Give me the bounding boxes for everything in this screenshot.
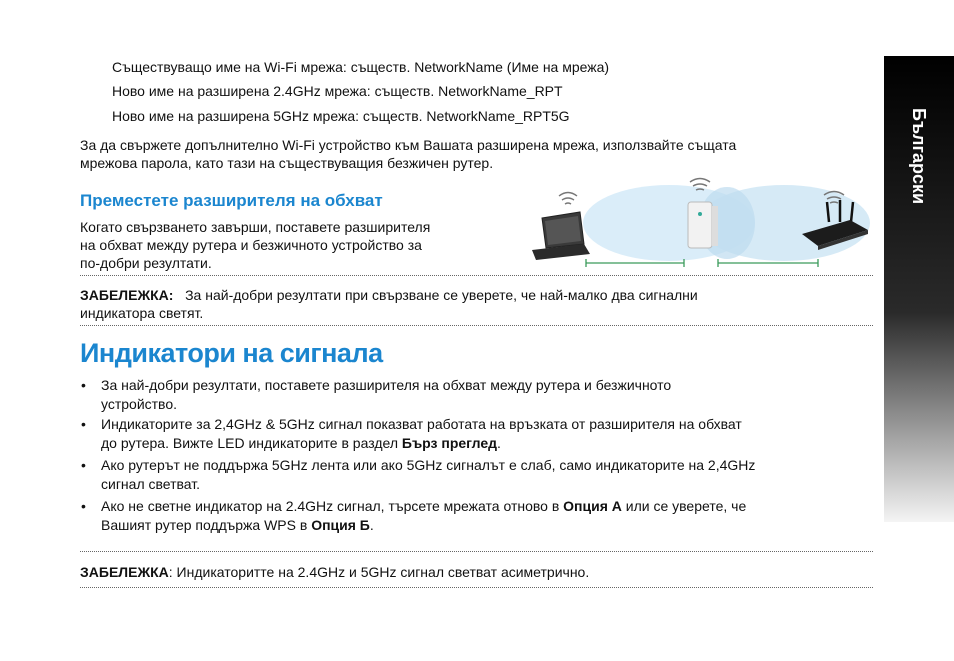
bullet-line: За най-добри резултати, поставете разширителя на обхват между рутера и безжичното xyxy=(101,377,672,393)
bullet-marker: • xyxy=(81,498,86,514)
move-section-body: на обхват между рутера и безжичното устройство за xyxy=(80,237,422,253)
divider xyxy=(80,325,873,326)
note-label: ЗАБЕЛЕЖКА: xyxy=(80,287,174,303)
bullet-item xyxy=(101,376,876,414)
paragraph-line: За да свържете допълнително Wi-Fi устройство към Вашата разширена мрежа, използвайте същата xyxy=(80,137,737,153)
extended-5ghz-name: Ново име на разширена 5GHz мрежа: съществ. NetworkName_RPT5G xyxy=(112,108,570,124)
bullet-text: . xyxy=(369,517,374,533)
note-text: За най-добри резултати при свързване се уверете, че най-малко два сигнални xyxy=(185,287,698,303)
bullet-line xyxy=(101,516,876,535)
note-2 xyxy=(80,563,589,582)
bullet-line: сигнал светват. xyxy=(101,476,201,492)
note-text: : Индикаторитте на 2.4GHz и 5GHz сигнал светват асиметрично. xyxy=(168,564,590,580)
bullet-line xyxy=(101,497,876,516)
note-label: ЗАБЕЛЕЖКА xyxy=(80,564,169,580)
bullet-line: устройство. xyxy=(101,396,178,412)
note-text: индикатора светят. xyxy=(80,305,204,321)
laptop-icon xyxy=(532,212,590,260)
bullet-text: Ако не светне индикатор на 2.4GHz сигнал, търсете мрежата отново в xyxy=(101,498,564,514)
bullet-item xyxy=(101,456,876,494)
bullet-text: Вашият рутер поддържа WPS в xyxy=(101,517,312,533)
note-1 xyxy=(80,286,698,305)
existing-network-name: Съществуващо име на Wi-Fi мрежа: съществ. NetworkName (Име на мрежа) xyxy=(112,59,610,75)
range-extender-icon xyxy=(688,202,718,248)
quick-view-ref: Бърз преглед xyxy=(401,435,498,451)
bullet-text: до рутера. Вижте LED индикаторите в раздел xyxy=(101,435,402,451)
bullet-text: или се уверете, че xyxy=(621,498,747,514)
paragraph-line: мрежова парола, като тази на съществуващия безжичен рутер. xyxy=(80,155,494,171)
signal-section-title: Индикатори на сигнала xyxy=(80,338,383,368)
bullet-item xyxy=(101,497,876,535)
bullet-item xyxy=(101,415,876,453)
bullet-text: . xyxy=(497,435,501,451)
bullet-marker: • xyxy=(81,457,86,473)
placement-illustration xyxy=(522,172,878,272)
bullet-marker: • xyxy=(81,377,86,393)
language-tab-label: Български xyxy=(909,108,929,205)
divider xyxy=(80,587,873,588)
extended-24ghz-name: Ново име на разширена 2.4GHz мрежа: съществ. NetworkName_RPT xyxy=(112,83,563,99)
bullet-line: Ако рутерът не поддържа 5GHz лента или ако 5GHz сигналът е слаб, само индикаторите на 2,4GHz xyxy=(101,457,756,473)
divider xyxy=(80,275,873,276)
move-section-body: Когато свързването завърши, поставете разширителя xyxy=(80,219,431,235)
option-b-ref: Опция Б xyxy=(311,517,370,533)
move-section-body: по-добри резултати. xyxy=(80,255,212,271)
divider xyxy=(80,551,873,552)
option-a-ref: Опция А xyxy=(563,498,622,514)
bullet-marker: • xyxy=(81,416,86,432)
bullet-line xyxy=(101,434,876,453)
bullet-line: Индикаторите за 2,4GHz & 5GHz сигнал показват работата на връзката от разширителя на обхват xyxy=(101,416,742,432)
move-section-title: Преместете разширителя на обхват xyxy=(80,191,383,210)
